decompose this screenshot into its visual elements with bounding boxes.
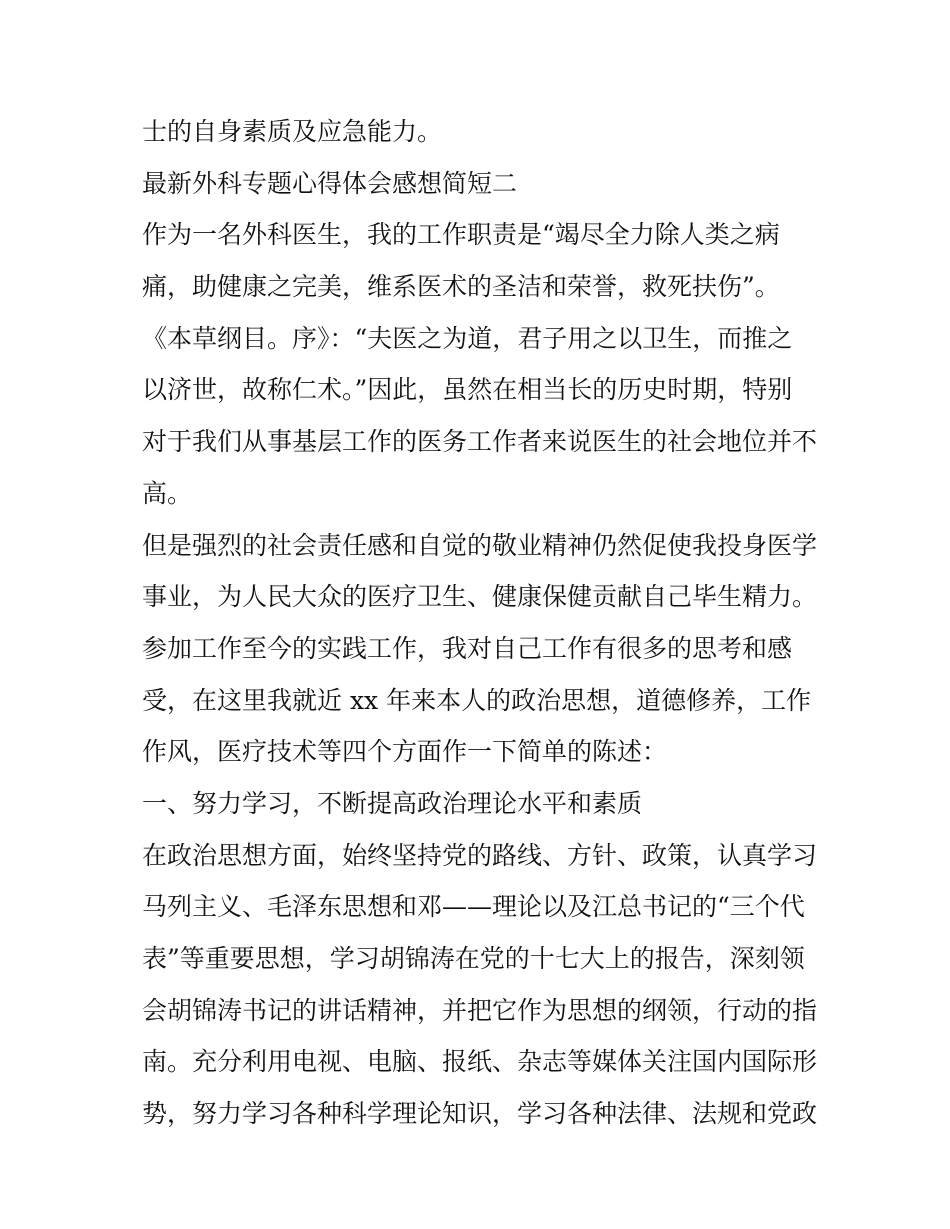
text-line: 高。	[142, 478, 193, 508]
text-line: 痛，助健康之完美，维系医术的圣洁和荣誉，救死扶伤”。	[142, 272, 780, 302]
text-line: 受，在这里我就近 xx 年来本人的政治思想，道德修养，工作	[142, 685, 812, 715]
text-line: 但是强烈的社会责任感和自觉的敬业精神仍然促使我投身医学	[142, 530, 818, 560]
text-line: 士的自身素质及应急能力。	[142, 117, 443, 146]
text-line: 作为一名外科医生，我的工作职责是“竭尽全力除人类之病	[142, 220, 780, 250]
text-line: 势，努力学习各种科学理论知识，学习各种法律、法规和党政	[142, 1099, 818, 1129]
text-line: 事业，为人民大众的医疗卫生、健康保健贡献自己毕生精力。	[142, 582, 818, 612]
section-heading: 一、努力学习，不断提高政治理论水平和素质	[142, 788, 643, 818]
text-line: 会胡锦涛书记的讲话精神，并把它作为思想的纲领，行动的指	[142, 995, 818, 1025]
text-line: 作风，医疗技术等四个方面作一下简单的陈述：	[142, 737, 668, 767]
text-line: 《本草纲目。序》：“夫医之为道，君子用之以卫生，而推之	[142, 323, 793, 353]
text-line: 对于我们从事基层工作的医务工作者来说医生的社会地位并不	[142, 427, 818, 457]
text-line: 表”等重要思想，学习胡锦涛在党的十七大上的报告，深刻领	[142, 944, 805, 973]
section-heading: 最新外科专题心得体会感想简短二	[142, 168, 518, 198]
text-line: 南。充分利用电视、电脑、报纸、杂志等媒体关注国内国际形	[142, 1047, 818, 1077]
text-line: 在政治思想方面，始终坚持党的路线、方针、政策，认真学习	[142, 840, 818, 870]
text-line: 马列主义、毛泽东思想和邓——理论以及江总书记的“三个代	[142, 892, 805, 922]
document-body	[142, 106, 822, 1140]
text-line: 参加工作至今的实践工作，我对自己工作有很多的思考和感	[142, 633, 793, 663]
text-line: 以济世，故称仁术。”因此，虽然在相当长的历史时期，特别	[142, 375, 793, 405]
